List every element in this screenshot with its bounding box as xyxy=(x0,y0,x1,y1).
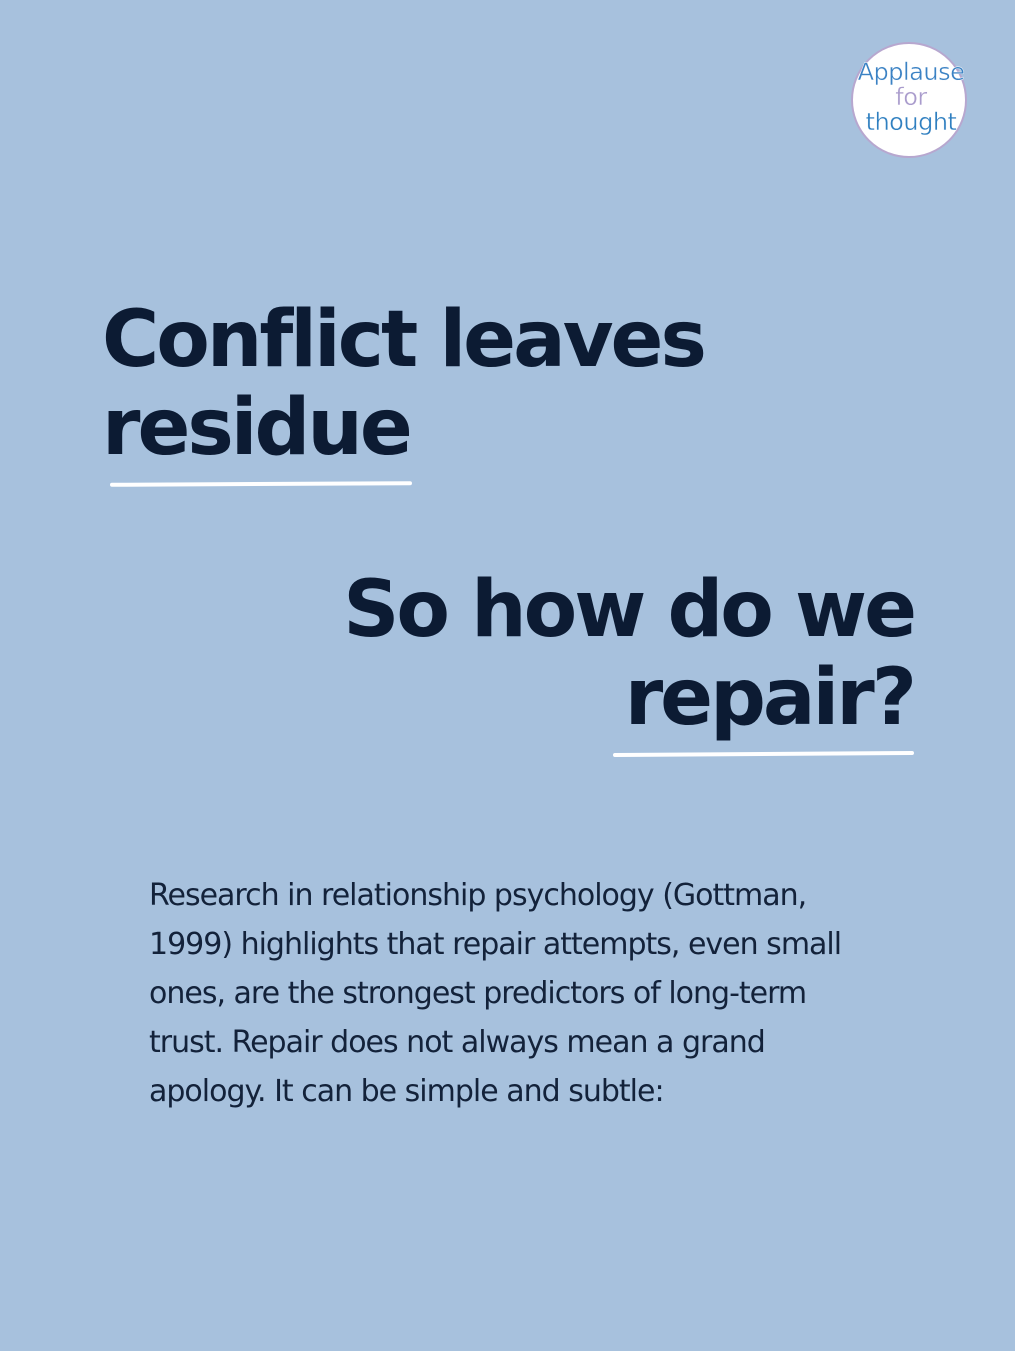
body-paragraph xyxy=(149,871,874,1116)
body-line: Research in relationship psychology (Gottman, xyxy=(149,878,807,913)
headline-repair-line-1: So how do we xyxy=(343,565,914,655)
headline-conflict-line-2: residue xyxy=(102,383,410,473)
logo-wordmark xyxy=(843,60,979,135)
body-line: apology. It can be simple and subtle: xyxy=(149,1074,664,1109)
body-line: ones, are the strongest predictors of long-term xyxy=(149,976,807,1011)
headline-repair-question xyxy=(343,566,914,742)
logo-line-thought: thought xyxy=(865,108,957,136)
body-line: trust. Repair does not always mean a grand xyxy=(149,1025,765,1060)
headline-conflict-line-1: Conflict leaves xyxy=(102,295,704,385)
headline-conflict-underline xyxy=(110,481,412,487)
logo-line-applause: Applause xyxy=(857,58,965,86)
headline-repair-line-2: repair? xyxy=(624,653,914,743)
body-line: 1999) highlights that repair attempts, even small xyxy=(149,927,842,962)
logo-line-for: for xyxy=(895,83,927,111)
brand-logo xyxy=(843,40,979,162)
headline-conflict xyxy=(102,296,704,472)
headline-repair-underline xyxy=(613,751,914,757)
